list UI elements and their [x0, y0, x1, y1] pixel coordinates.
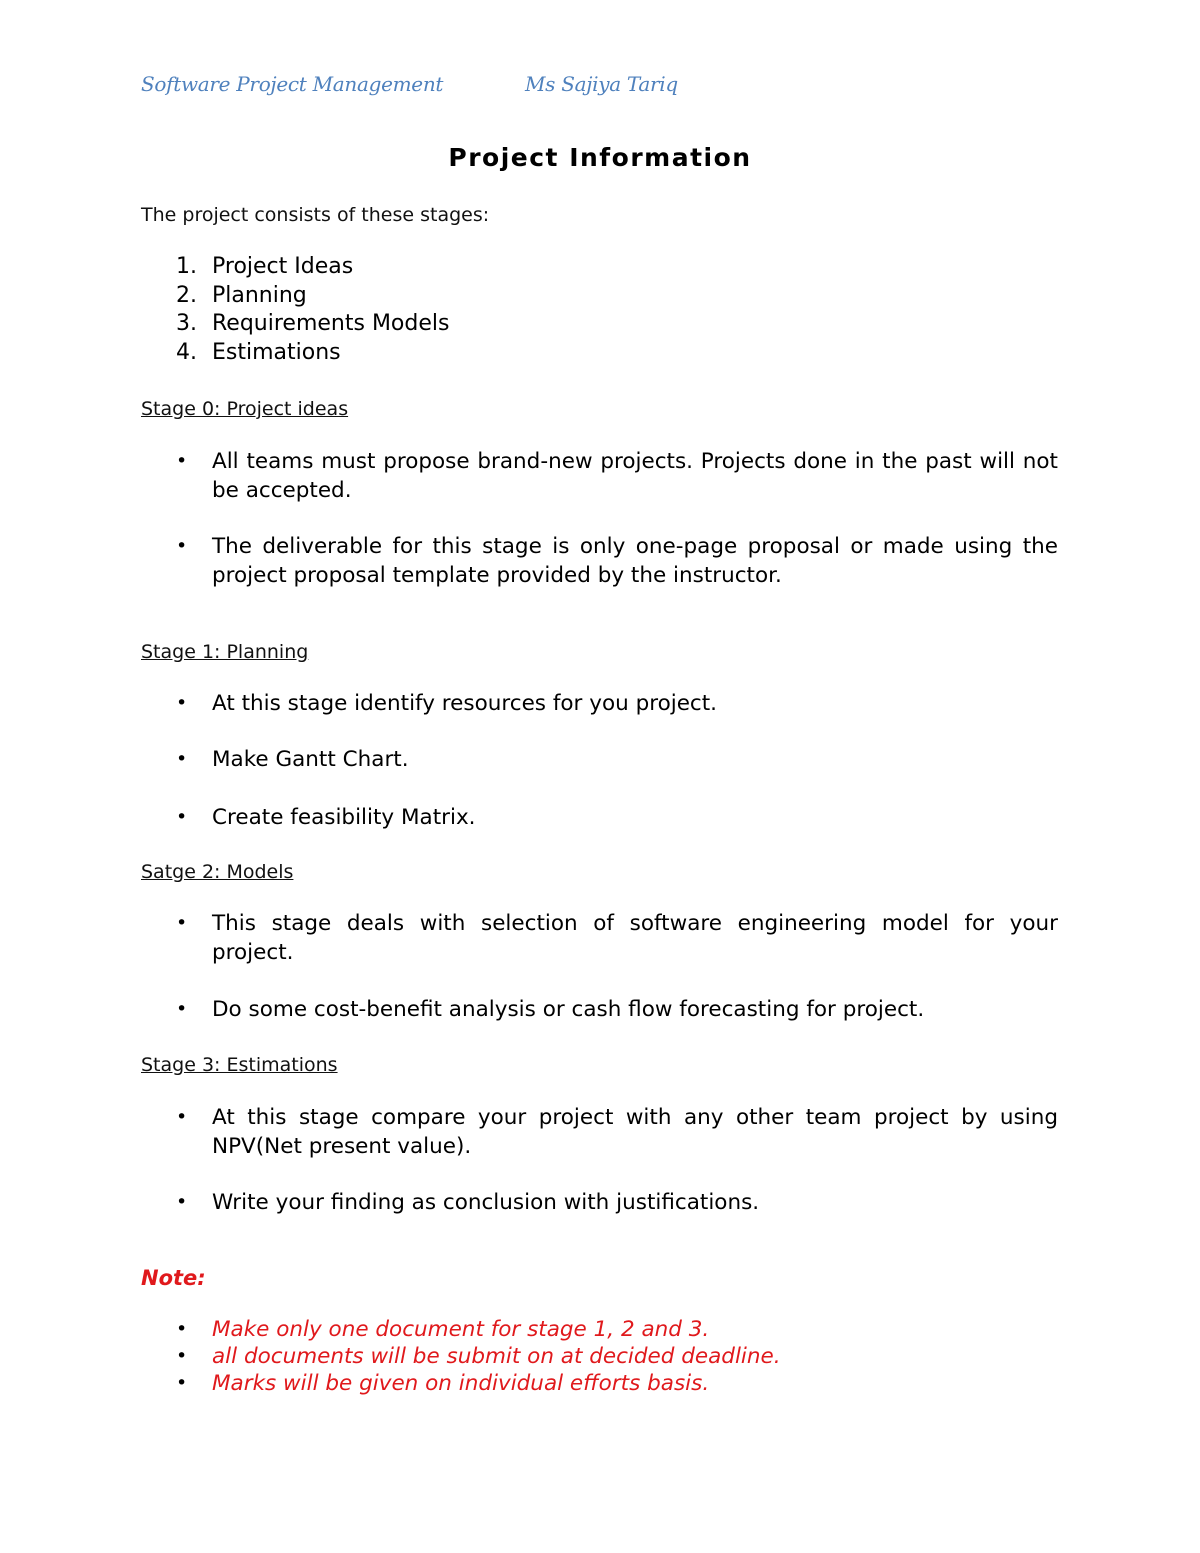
bullet-text: Write your finding as conclusion with justifications. — [212, 1190, 760, 1215]
bullet-icon: • — [176, 912, 188, 934]
bullet-icon: • — [176, 1372, 188, 1394]
note-label: Note: — [141, 1266, 206, 1290]
bullet-icon: • — [176, 450, 188, 472]
header-course: Software Project Management — [141, 72, 444, 96]
note-text: Make only one document for stage 1, 2 and 3. — [212, 1317, 710, 1342]
note-text: Marks will be given on individual efforts basis. — [212, 1371, 710, 1396]
list-label: Requirements Models — [212, 311, 450, 336]
list-item — [176, 254, 353, 279]
stage-0-heading: Stage 0: Project ideas — [141, 398, 349, 420]
bullet-text: At this stage identify resources for you project. — [212, 691, 718, 716]
bullet-text: This stage deals with selection of software engineering model for your project. — [212, 911, 1058, 965]
bullet-icon: • — [176, 806, 188, 828]
list-number: 4. — [176, 340, 197, 365]
stage-3-heading: Stage 3: Estimations — [141, 1054, 338, 1076]
bullet-icon: • — [176, 998, 188, 1020]
bullet-icon: • — [176, 1345, 188, 1367]
bullet-text: Make Gantt Chart. — [212, 747, 409, 772]
list-number: 3. — [176, 311, 197, 336]
bullet-icon: • — [176, 1191, 188, 1213]
bullet-icon: • — [176, 692, 188, 714]
stage-1-heading: Stage 1: Planning — [141, 641, 309, 663]
bullet-text: The deliverable for this stage is only one-page proposal or made using the project proposal template provided by the instructor. — [212, 534, 1058, 588]
list-label: Planning — [212, 283, 307, 308]
note-text: all documents will be submit on at decided deadline. — [212, 1344, 781, 1369]
bullet-icon: • — [176, 535, 188, 557]
list-number: 1. — [176, 254, 197, 279]
bullet-icon: • — [176, 1318, 188, 1340]
bullet-text: Do some cost-benefit analysis or cash flow forecasting for project. — [212, 997, 925, 1022]
list-item — [176, 283, 307, 308]
bullet-text: At this stage compare your project with any other team project by using NPV(Net present value). — [212, 1105, 1058, 1159]
list-number: 2. — [176, 283, 197, 308]
list-label: Estimations — [212, 340, 341, 365]
header-instructor: Ms Sajiya Tariq — [525, 72, 678, 96]
page-title: Project Information — [448, 143, 752, 172]
list-item — [176, 340, 341, 365]
bullet-icon: • — [176, 1106, 188, 1128]
bullet-text: Create feasibility Matrix. — [212, 805, 476, 830]
bullet-icon: • — [176, 748, 188, 770]
intro-text: The project consists of these stages: — [141, 204, 490, 226]
stage-2-heading: Satge 2: Models — [141, 861, 294, 883]
list-item — [176, 311, 449, 336]
bullet-text: All teams must propose brand-new projects. Projects done in the past will not be accepted. — [212, 449, 1058, 503]
list-label: Project Ideas — [212, 254, 354, 279]
